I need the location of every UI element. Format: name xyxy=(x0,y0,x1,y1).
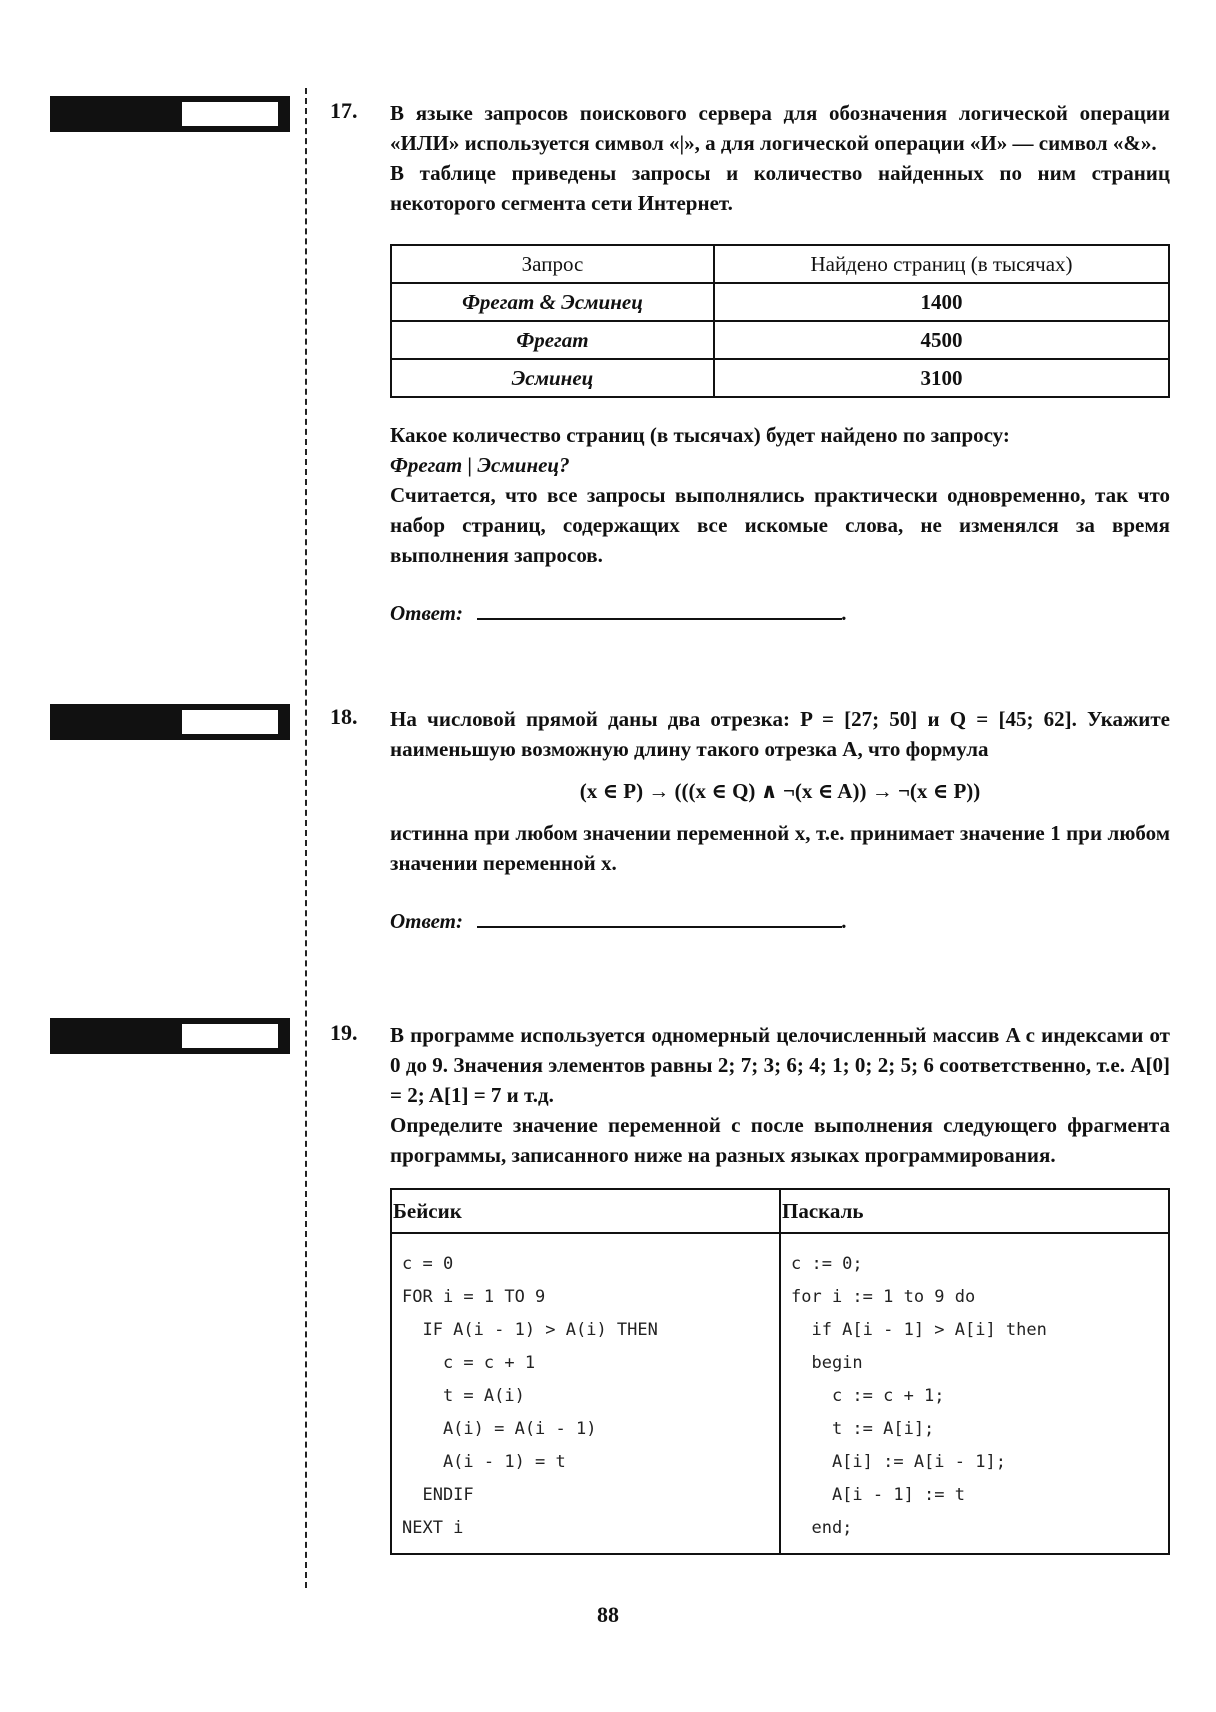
task-body xyxy=(390,1020,1170,1555)
task-text: На числовой прямой даны два отрезка: P = [27; 50] и Q = [45; 62]. Укажите наименьшую возможную длину такого отрезка A, что формула xyxy=(390,707,1170,761)
query-cell: Эсминец xyxy=(391,359,714,397)
answer-label: Ответ: xyxy=(390,909,463,933)
code-line: if A[i - 1] > A[i] then xyxy=(791,1320,1047,1340)
answer-code-box-17 xyxy=(50,96,290,132)
pascal-code xyxy=(780,1233,1169,1554)
table-row xyxy=(391,359,1169,397)
task-text: В программе используется одномерный целочисленный массив A с индексами от 0 до 9. Значения элементов равны 2; 7; 3; 6; 4; 1; 0; 2; 5; 6 соответственно, т.е. A[0] = 2; A[1] = 7 и т.д. xyxy=(390,1023,1170,1107)
query-cell: Фрегат xyxy=(391,321,714,359)
answer-input[interactable] xyxy=(477,906,842,928)
answer-label: Ответ: xyxy=(390,601,463,625)
code-header: Бейсик xyxy=(391,1189,780,1233)
code-line: for i := 1 to 9 do xyxy=(791,1287,976,1307)
basic-code xyxy=(391,1233,780,1554)
task-text: Определите значение переменной c после выполнения следующего фрагмента программы, записанного ниже на разных языках программирования. xyxy=(390,1113,1170,1167)
question-query: Фрегат | Эсминец? xyxy=(390,453,570,477)
cut-line xyxy=(305,88,307,1588)
code-line: ENDIF xyxy=(402,1485,474,1505)
answer-code-slot[interactable] xyxy=(182,710,278,734)
code-line: t := A[i]; xyxy=(791,1419,935,1439)
page-number: 88 xyxy=(597,1602,619,1627)
answer-code-slot[interactable] xyxy=(182,1024,278,1048)
code-header: Паскаль xyxy=(780,1189,1169,1233)
answer-code-box-18 xyxy=(50,704,290,740)
task-number: 17. xyxy=(330,98,358,123)
code-line: c = 0 xyxy=(402,1254,454,1274)
task-text: истинна при любом значении переменной x, т.е. принимает значение 1 при любом значении переменной x. xyxy=(390,821,1170,875)
answer-line: Ответ: . xyxy=(390,906,1170,936)
question-text: Какое количество страниц (в тысячах) будет найдено по запросу: xyxy=(390,423,1010,447)
code-table xyxy=(390,1188,1170,1555)
code-line: c := c + 1; xyxy=(791,1386,945,1406)
code-line: c = c + 1 xyxy=(402,1353,536,1373)
task-body xyxy=(390,704,1170,936)
task-number: 19. xyxy=(330,1020,358,1045)
formula: (x ∈ P) → (((x ∈ Q) ∧ ¬(x ∈ A)) → ¬(x ∈ P)) xyxy=(579,779,981,803)
query-cell: Фрегат & Эсминец xyxy=(391,283,714,321)
code-line: A[i] := A[i - 1]; xyxy=(791,1452,1006,1472)
task-number: 18. xyxy=(330,704,358,729)
task-body xyxy=(390,98,1170,628)
query-table xyxy=(390,244,1170,398)
code-line: A(i - 1) = t xyxy=(402,1452,566,1472)
code-line: end; xyxy=(791,1518,853,1538)
answer-line: Ответ: . xyxy=(390,598,1170,628)
task-note: Считается, что все запросы выполнялись практически одновременно, так что набор страниц, содержащих все искомые слова, не изменялся за время выполнения запросов. xyxy=(390,483,1170,567)
code-line: t = A(i) xyxy=(402,1386,525,1406)
task-text: В таблице приведены запросы и количество найденных по ним страниц некоторого сегмента сети Интернет. xyxy=(390,161,1170,215)
table-row xyxy=(391,321,1169,359)
code-line: begin xyxy=(791,1353,863,1373)
task-text: В языке запросов поискового сервера для обозначения логической операции «ИЛИ» используется символ «|», а для логической операции «И» — символ «&». xyxy=(390,101,1170,155)
code-line: A(i) = A(i - 1) xyxy=(402,1419,597,1439)
answer-code-box-19 xyxy=(50,1018,290,1054)
table-row xyxy=(391,283,1169,321)
code-line: NEXT i xyxy=(402,1518,464,1538)
answer-code-slot[interactable] xyxy=(182,102,278,126)
count-cell: 1400 xyxy=(714,283,1169,321)
count-cell: 4500 xyxy=(714,321,1169,359)
count-cell: 3100 xyxy=(714,359,1169,397)
table-header: Запрос xyxy=(391,245,714,283)
table-header: Найдено страниц (в тысячах) xyxy=(714,245,1169,283)
code-line: c := 0; xyxy=(791,1254,863,1274)
code-line: A[i - 1] := t xyxy=(791,1485,965,1505)
answer-input[interactable] xyxy=(477,598,842,620)
code-line: IF A(i - 1) > A(i) THEN xyxy=(402,1320,658,1340)
code-line: FOR i = 1 TO 9 xyxy=(402,1287,546,1307)
